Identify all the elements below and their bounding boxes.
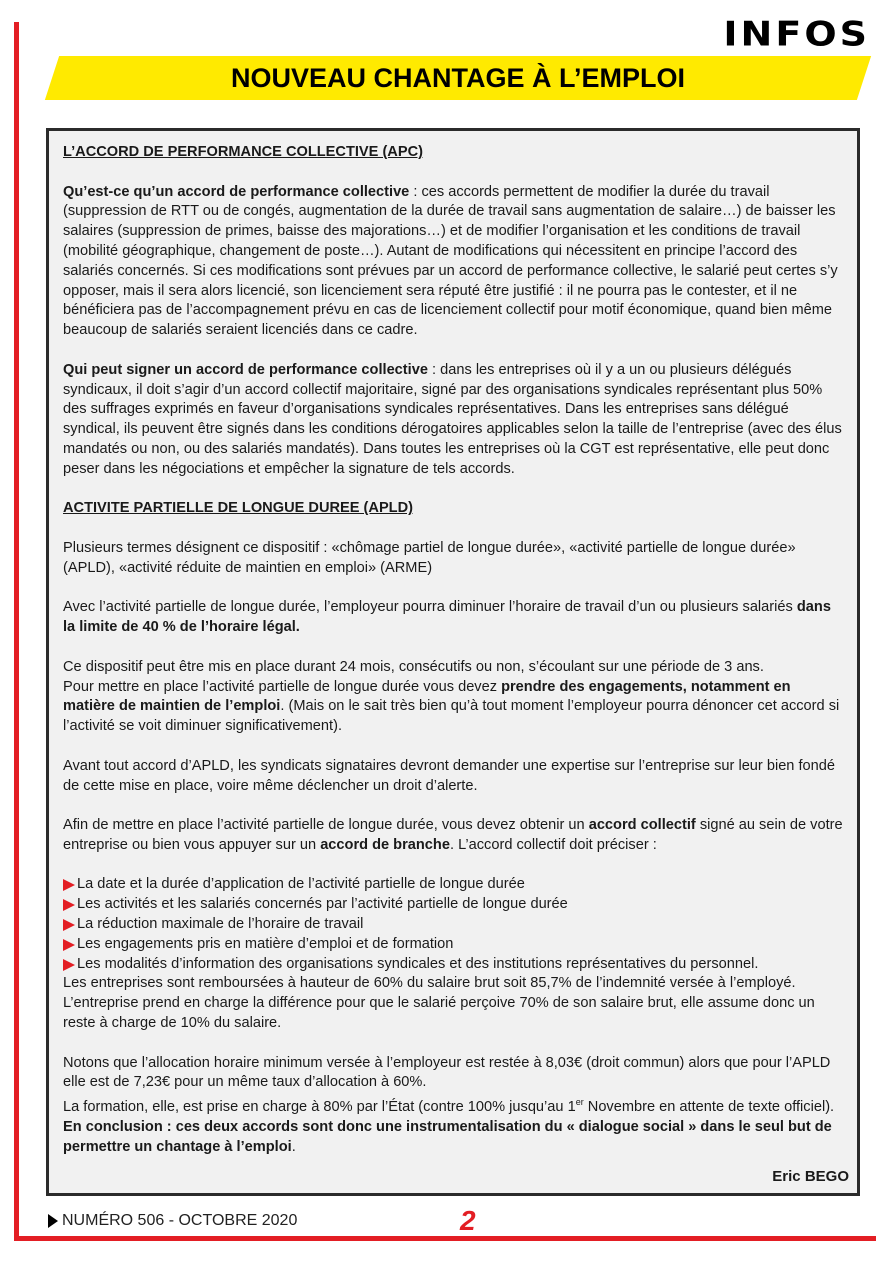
allocation-paragraph: Notons que l’allocation horaire minimum versée à l’employeur est restée à 8,03€ (droit commun) alors que pour l’APLD elle est de 7,23€ pour un même taux d’allocation à 60%. (63, 1054, 831, 1091)
infos-logo: INFOS (723, 14, 870, 54)
arrow-bullet-icon (63, 959, 75, 971)
apld-expertise-paragraph: Avant tout accord d’APLD, les syndicats signataires devront demander une expertise sur l’entreprise sur leur bien fondé de cette mise en place, voire même déclencher un droit d’alerte. (63, 757, 836, 794)
list-item (63, 895, 843, 915)
apld-agreement-bold1: accord collectif (588, 817, 696, 834)
conclusion-text: En conclusion : ces deux accords sont donc une instrumentalisation du « dialogue social » dans le seul but de permettre un chantage à l’emploi (63, 1118, 832, 1155)
apld-limit-paragraph (63, 598, 843, 638)
apc-definition-paragraph (63, 183, 843, 341)
page-title: NOUVEAU CHANTAGE À L’EMPLOI (230, 62, 686, 93)
apld-commitments-after: . (Mais on le sait très bien qu’à tout moment l’employeur pourra dénoncer cet accord si l’activité se voit diminuer significativement). (63, 698, 840, 735)
apc-signers-lead: Qui peut signer un accord de performance collective (63, 361, 428, 378)
training-after: Novembre en attente de texte officiel). (583, 1099, 835, 1116)
page-number: 2 (460, 1205, 476, 1236)
author-signature: Eric BEGO (772, 1168, 849, 1186)
arrow-bullet-icon (63, 939, 75, 951)
apld-heading: ACTIVITE PARTIELLE DE LONGUE DUREE (APLD) (63, 500, 413, 517)
apld-commitments-bold: prendre des engagements, notamment en matière de maintien de l’emploi (63, 678, 791, 715)
list-item (63, 915, 843, 935)
bullet-text: Les engagements pris en matière d’emploi et de formation (77, 935, 454, 952)
conclusion-paragraph (63, 1118, 843, 1158)
left-red-rule (14, 22, 19, 1240)
arrow-bullet-icon (63, 919, 75, 931)
bullet-text: Les activités et les salariés concernés par l’activité partielle de longue durée (77, 896, 568, 913)
footer-arrow-icon (48, 1214, 58, 1228)
apc-definition-text: : ces accords permettent de modifier la durée du travail (suppression de RTT ou de congés, augmentation de la durée de travail sans augmentation de salaire…) de baisser les salaires (suppression de primes, baisse des majorations…) et de modifier l’organisation et les conditions de travail (mobilité géographique, changement de poste…). Autant de modifications qui nécessitent en principe l’accord des salariés concernés. Si ces modifications sont prévues par un accord de performance collective, le salarié peut certes s’y opposer, mais il sera alors licencié, son licenciement sera réputé être justifié : il ne pourra pas le contester, et il ne bénéficiera pas de l’accompagnement prévu en cas de licenciement collectif pour motif économique, quand bien même beaucoup de salariés seraient licenciés dans ce cadre. (63, 183, 838, 339)
bullet-text: Les modalités d’information des organisations syndicales et des institutions représentatives du personnel. (77, 955, 759, 972)
bullet-text: La réduction maximale de l’horaire de travail (77, 916, 364, 933)
apld-agreement-text1: Afin de mettre en place l’activité partielle de longue durée, vous devez obtenir un (63, 817, 589, 834)
apld-limit-bold: dans la limite de 40 % de l’horaire légal. (63, 599, 831, 636)
bullet-list (63, 875, 843, 974)
arrow-bullet-icon (63, 879, 75, 891)
apc-signers-text: : dans les entreprises où il y a un ou plusieurs délégués syndicaux, il doit s’agir d’un accord collectif majoritaire, signé par des organisations syndicales représentant plus 50% des suffrages exprimés en faveur d’organisations syndicales représentatives. Dans les entreprises sans délégué syndical, ils peuvent être signés dans les conditions dérogatoires applicables selon la taille de l’entreprise (avec des élus mandatés ou non, ou des salariés mandatés). Dans toutes les entreprises où la CGT est représentative, elle peut donc peser dans les négociations et empêcher la signature de tels accords. (63, 361, 842, 477)
article-panel (46, 128, 860, 1196)
apld-commitments-paragraph (63, 678, 843, 737)
reimbursement-paragraph: Les entreprises sont remboursées à hauteur de 60% du salaire brut soit 85,7% de l’indemnité versée à l’employé. L’entreprise prend en charge la différence pour que le salarié perçoive 70% de son salaire brut, elle assume donc un reste à charge de 10% du salaire. (63, 975, 815, 1032)
apld-agreement-paragraph (63, 816, 843, 856)
apld-duration-line: Ce dispositif peut être mis en place durant 24 mois, consécutifs ou non, s’écoulant sur une période de 3 ans. (63, 658, 764, 675)
apc-heading: L’ACCORD DE PERFORMANCE COLLECTIVE (APC) (63, 144, 423, 160)
apld-commitments-text: Pour mettre en place l’activité partielle de longue durée vous devez (63, 678, 502, 695)
training-superscript: er (575, 1097, 584, 1108)
apld-terms-paragraph: Plusieurs termes désignent ce dispositif : «chômage partiel de longue durée», «activité partielle de longue durée» (APLD), «activité réduite de maintien en emploi» (ARME) (63, 539, 796, 576)
apc-definition-lead: Qu’est-ce qu’un accord de performance collective (63, 183, 410, 200)
arrow-bullet-icon (63, 899, 75, 911)
list-item (63, 935, 843, 955)
apc-signers-paragraph (63, 361, 843, 480)
list-item (63, 955, 843, 975)
apld-limit-text: Avec l’activité partielle de longue durée, l’employeur pourra diminuer l’horaire de travail d’un ou plusieurs salariés (63, 599, 797, 616)
apld-agreement-text2: signé au sein de votre entreprise ou bien vous appuyer sur un (63, 817, 843, 853)
footer (48, 1212, 297, 1230)
bottom-red-rule (14, 1236, 876, 1241)
training-text: La formation, elle, est prise en charge à 80% par l’État (contre 100% jusqu’au 1 (63, 1099, 576, 1116)
list-item (63, 875, 843, 895)
apld-agreement-text3: . L’accord collectif doit préciser : (449, 836, 657, 853)
apld-agreement-bold2: accord de branche (320, 836, 450, 853)
training-paragraph (63, 1093, 843, 1118)
bullet-text: La date et la durée d’application de l’activité partielle de longue durée (77, 876, 525, 893)
issue-label: NUMÉRO 506 - OCTOBRE 2020 (62, 1212, 298, 1229)
conclusion-end: . (291, 1138, 296, 1155)
